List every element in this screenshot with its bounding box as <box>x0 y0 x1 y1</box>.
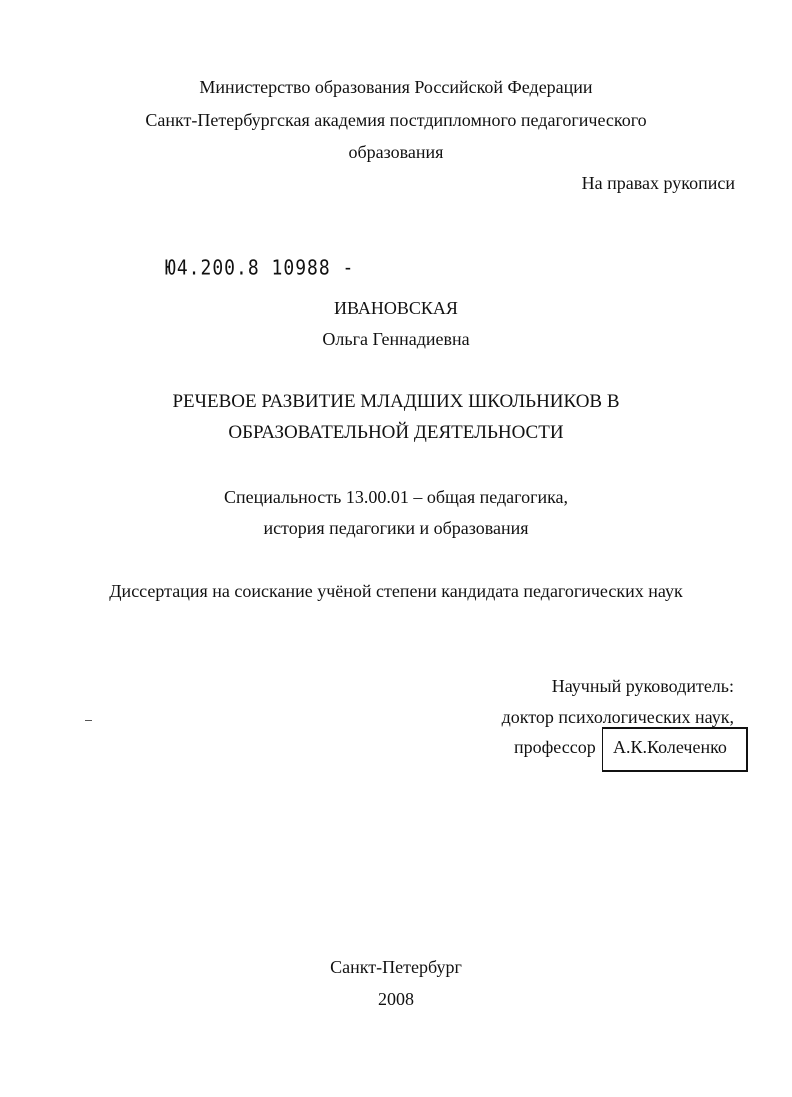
catalog-stamp: Ю4.200.8 10988 - <box>165 256 355 281</box>
academy-line-2: образования <box>348 142 444 162</box>
supervisor-rank: профессор <box>514 737 596 757</box>
ministry-line: Министерство образования Российской Федерации <box>199 77 593 97</box>
manuscript-rights: На правах рукописи <box>581 173 735 193</box>
author-surname: ИВАНОВСКАЯ <box>334 298 458 318</box>
dissertation-note: Диссертация на соискание учёной степени кандидата педагогических наук <box>109 581 683 601</box>
scan-speck <box>85 720 92 721</box>
supervisor-name: А.К.Колеченко <box>613 737 727 757</box>
title-line-2: ОБРАЗОВАТЕЛЬНОЙ ДЕЯТЕЛЬНОСТИ <box>228 422 564 443</box>
title-line-1: РЕЧЕВОЕ РАЗВИТИЕ МЛАДШИХ ШКОЛЬНИКОВ В <box>172 391 620 412</box>
specialty-line-2: история педагогики и образования <box>263 518 529 538</box>
city: Санкт-Петербург <box>330 957 462 977</box>
author-given-names: Ольга Геннадиевна <box>322 329 470 349</box>
specialty-line-1: Специальность 13.00.01 – общая педагогика, <box>223 487 569 507</box>
supervisor-label: Научный руководитель: <box>551 676 734 696</box>
year: 2008 <box>378 989 414 1009</box>
academy-line-1: Санкт-Петербургская академия постдипломного педагогического <box>145 110 647 130</box>
supervisor-degree: доктор психологических наук, <box>501 707 734 727</box>
